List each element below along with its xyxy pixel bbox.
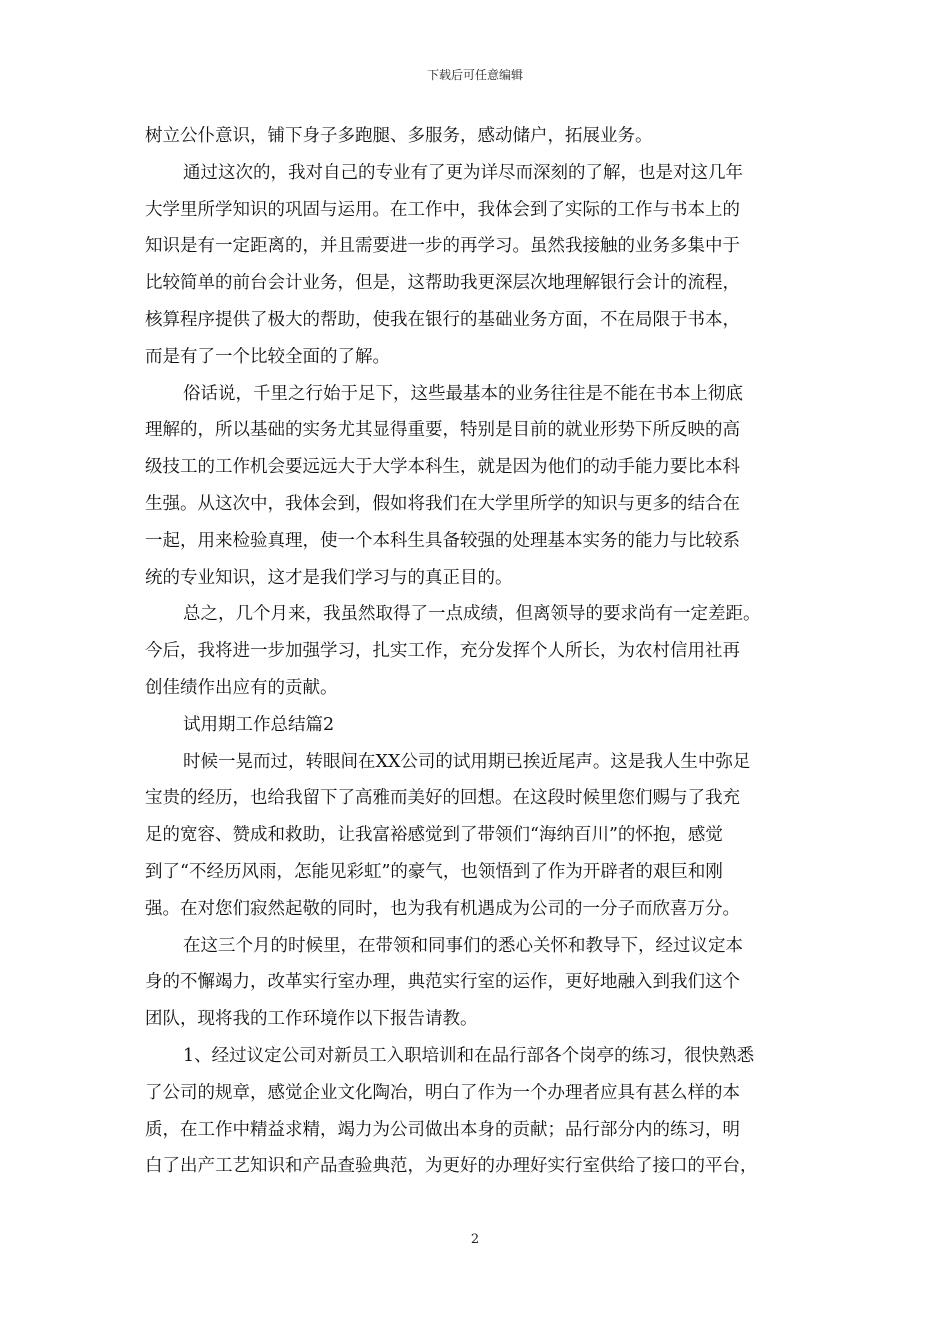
page-number: 2 [470,1232,480,1247]
paragraph-7 [145,1038,810,1185]
paragraph-6 [145,928,810,1038]
text-line: 总之，几个月来，我虽然取得了一点成绩，但离领导的要求尚有一定差距。 [183,604,761,625]
text-line: 比较简单的前台会计业务，但是，这帮助我更深层次地理解银行会计的流程， [145,273,740,294]
text-line: 今后，我将进一步加强学习，扎实工作，充分发挥个人所长，为农村信用社再 [145,641,740,662]
text-line: 质，在工作中精益求精，竭力为公司做出本身的贡献；品行部分内的练习，明 [145,1119,740,1140]
text-line: 足的宽容、赞成和救助，让我富裕感觉到了带领们“海纳百川”的怀抱，感觉 [145,825,723,846]
text-line: 级技工的工作机会要远远大于大学本科生，就是因为他们的动手能力要比本科 [145,457,740,478]
text-line: 时候一晃而过，转眼间在XX公司的试用期已挨近尾声。这是我人生中弥足 [183,751,751,772]
text-line: 大学里所学知识的巩固与运用。在工作中，我体会到了实际的工作与书本上的 [145,199,740,220]
text-line: 通过这次的，我对自己的专业有了更为详尽而深刻的了解，也是对这几年 [183,162,743,183]
text-line: 俗话说，千里之行始于足下，这些最基本的业务往往是不能在书本上彻底 [183,383,743,404]
text-line: 团队，现将我的工作环境作以下报告请教。 [145,1009,478,1030]
text-line: 宝贵的经历，也给我留下了高雅而美好的回想。在这段时候里您们赐与了我充 [145,788,740,809]
paragraph-4 [145,596,810,706]
paragraph-3 [145,376,810,597]
text-line: 核算程序提供了极大的帮助，使我在银行的基础业务方面，不在局限于书本， [145,309,740,330]
document-body [145,118,810,1185]
section-heading [145,707,810,744]
text-line: 统的专业知识，这才是我们学习与的真正目的。 [145,567,513,588]
text-line: 而是有了一个比较全面的了解。 [145,346,390,367]
text-line: 知识是有一定距离的，并且需要进一步的再学习。虽然我接触的业务多集中于 [145,236,740,257]
text-line: 到了“不经历风雨，怎能见彩虹”的豪气，也领悟到了作为开辟者的艰巨和刚 [145,861,723,882]
text-line: 理解的，所以基础的实务尤其显得重要，特别是目前的就业形势下所反映的高 [145,420,740,441]
text-line: 1、经过议定公司对新员工入职培训和在品行部各个岗亭的练习，很快熟悉 [183,1045,755,1066]
text-line: 白了出产工艺知识和产品查验典范，为更好的办理好实行室供给了接口的平台， [145,1156,758,1177]
text-line: 了公司的规章，感觉企业文化陶冶，明白了作为一个办理者应具有甚么样的本 [145,1082,740,1103]
paragraph-1 [145,118,810,155]
heading-text: 试用期工作总结篇2 [183,714,335,735]
text-line: 身的不懈竭力，改革实行室办理，典范实行室的运作，更好地融入到我们这个 [145,972,740,993]
text-line: 一起，用来检验真理，使一个本科生具备较强的处理基本实务的能力与比较系 [145,530,740,551]
text-line: 在这三个月的时候里，在带领和同事们的悉心关怀和教导下，经过议定本 [183,935,743,956]
text-line: 树立公仆意识，铺下身子多跑腿、多服务，感动储户，拓展业务。 [145,126,653,146]
text-line: 强。在对您们寂然起敬的同时，也为我有机遇成为公司的一分子而欣喜万分。 [145,898,740,919]
paragraph-5 [145,744,810,928]
text-line: 创佳绩作出应有的贡献。 [145,677,338,698]
page-header: 下载后可任意编辑 [426,68,523,82]
paragraph-2 [145,155,810,376]
text-line: 生强。从这次中，我体会到，假如将我们在大学里所学的知识与更多的结合在 [145,493,740,514]
